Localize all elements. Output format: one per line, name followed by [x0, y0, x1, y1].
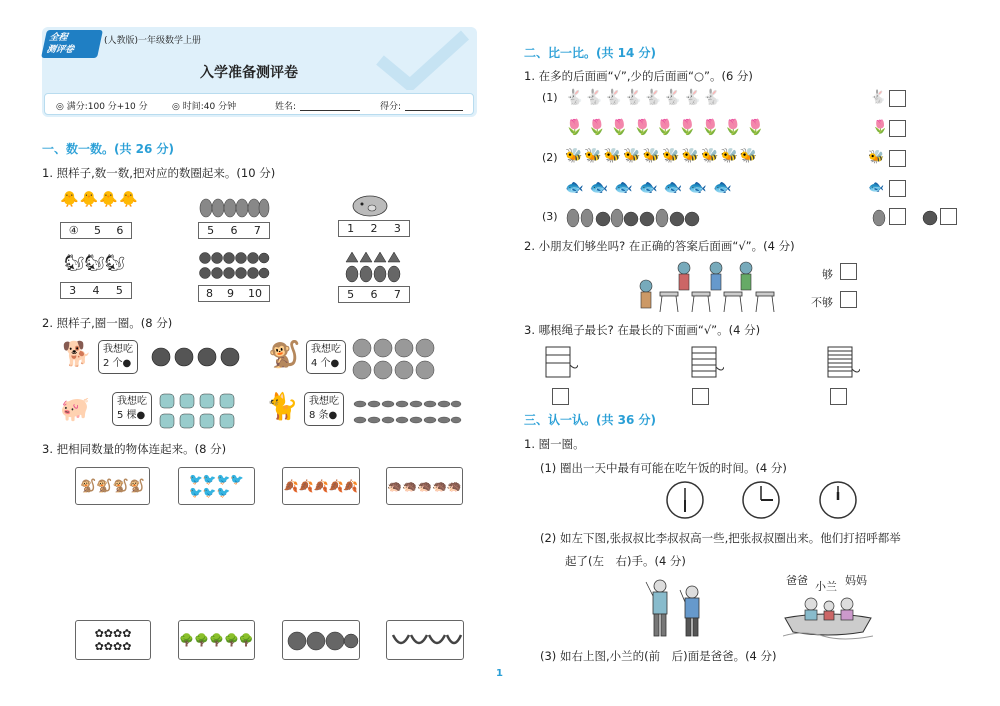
option-not-enough: 不够 [811, 296, 833, 309]
speech-bubble-3 [112, 392, 152, 426]
num-option[interactable]: 9 [227, 287, 234, 300]
num-option[interactable]: 5 [347, 288, 355, 301]
score-label: ◎ 满分:100 分+10 分 [56, 102, 148, 112]
cabbage-grid[interactable] [158, 392, 238, 432]
answer-box-1b[interactable] [889, 120, 906, 137]
count-choice-4[interactable] [60, 282, 132, 299]
bubble-line: 我想吃 [311, 344, 341, 355]
num-option[interactable]: 4 [92, 284, 100, 297]
clock-1[interactable] [665, 480, 705, 520]
apple-row[interactable] [150, 346, 242, 368]
row-label-3: (3) [542, 210, 558, 223]
logo-bottom: 测评卷 [45, 45, 75, 55]
bubble-line: 我想吃 [117, 396, 147, 407]
rope-spool-2 [684, 343, 724, 383]
apples-picture [198, 250, 270, 282]
answer-box-enough[interactable] [840, 263, 857, 280]
label-xiaolan: 小兰 [815, 580, 837, 593]
row-label-1: (1) [542, 91, 558, 104]
bubble-line: 8 条● [309, 410, 338, 421]
match-box-hedgehogs[interactable]: 🦔🦔🦔🦔🦔 [386, 467, 463, 505]
bee-icon: 🐝 [868, 150, 885, 165]
s1-q1-text: 1. 照样子,数一数,把对应的数圈起来。(10 分) [42, 166, 276, 180]
strawberries-picture [344, 250, 406, 284]
rope-answer-box-2[interactable] [692, 388, 709, 405]
answer-box-not-enough[interactable] [840, 291, 857, 308]
two-men-picture[interactable] [640, 578, 720, 640]
count-choice-3[interactable] [338, 220, 410, 237]
bubble-line: 我想吃 [309, 396, 339, 407]
answer-box-2b[interactable] [889, 180, 906, 197]
num-option[interactable]: 8 [206, 287, 213, 300]
label-dad: 爸爸 [786, 574, 808, 587]
bubble-line: 4 个● [311, 358, 340, 369]
pears-apples-row [565, 206, 700, 228]
name-label: 姓名: [275, 102, 297, 112]
match-box-monkeys[interactable]: 🐒🐒🐒🐒 [75, 467, 150, 505]
s3-q1-part3: (3) 如右上图,小兰的(前 后)面是爸爸。(4 分) [540, 649, 777, 663]
num-option[interactable]: 7 [393, 288, 401, 301]
pear-icon [872, 207, 886, 227]
bubble-line: 5 棵● [117, 410, 146, 421]
boat-family-picture[interactable] [783, 590, 873, 640]
count-choice-2[interactable] [198, 222, 270, 239]
pig-icon: 🐖 [60, 395, 90, 423]
rope-spool-1 [538, 343, 578, 383]
pears-picture [198, 190, 270, 218]
answer-box-2a[interactable] [889, 150, 906, 167]
count-choice-6[interactable] [338, 286, 410, 303]
s3-q1-text: 1. 圈一圈。 [524, 437, 585, 451]
num-option[interactable]: 1 [347, 222, 355, 235]
num-option[interactable]: 2 [370, 222, 378, 235]
match-box-birds[interactable]: 🐦🐦🐦🐦 🐦🐦🐦 [178, 467, 255, 505]
clock-2[interactable] [741, 480, 781, 520]
count-choice-1[interactable] [60, 222, 132, 239]
num-option[interactable]: 3 [393, 222, 401, 235]
num-option[interactable]: 6 [230, 224, 238, 237]
answer-box-3a[interactable] [889, 208, 906, 225]
num-option[interactable]: 5 [207, 224, 215, 237]
num-option[interactable]: 5 [93, 224, 101, 237]
pig-picture [350, 192, 390, 218]
count-choice-5[interactable] [198, 285, 270, 302]
kids-chairs-picture [636, 258, 786, 314]
page-number: 1 [496, 668, 503, 679]
match-box-trees[interactable]: 🌳🌳🌳🌳🌳 [178, 620, 255, 660]
subtitle: (人教版)一年级数学上册 [104, 36, 202, 46]
section1-title: 一、数一数。(共 26 分) [42, 142, 175, 156]
num-option[interactable]: 5 [115, 284, 123, 297]
num-option[interactable]: 6 [116, 224, 124, 237]
label-mom: 妈妈 [845, 574, 867, 587]
num-option[interactable]: ④ [68, 224, 79, 237]
num-option[interactable]: 3 [69, 284, 77, 297]
s1-q3-text: 3. 把相同数量的物体连起来。(8 分) [42, 442, 227, 456]
s3-q1-part1: (1) 圈出一天中最有可能在吃午饭的时间。(4 分) [540, 461, 787, 475]
option-enough: 够 [822, 268, 833, 281]
match-box-bananas[interactable] [386, 620, 464, 660]
s2-q2-text: 2. 小朋友们够坐吗? 在正确的答案后面画“√”。(4 分) [524, 239, 795, 253]
rabbit-icon: 🐇 [870, 90, 887, 105]
rabbits-row: 🐇🐇🐇🐇🐇🐇🐇🐇 [565, 88, 723, 106]
clock-3[interactable] [818, 480, 858, 520]
num-option[interactable]: 6 [370, 288, 378, 301]
peach-grid[interactable] [352, 338, 442, 382]
logo-top: 全程 [48, 33, 69, 43]
row-label-2: (2) [542, 151, 558, 164]
s2-q1-text: 1. 在多的后面画“√”,少的后面画“○”。(6 分) [524, 69, 753, 83]
speech-bubble-4 [304, 392, 344, 426]
match-box-leaves[interactable]: 🍂🍂🍂🍂🍂 [282, 467, 360, 505]
grade-field[interactable] [405, 110, 463, 111]
logo [41, 30, 103, 58]
dog-icon: 🐕 [62, 340, 92, 368]
name-field[interactable] [300, 110, 360, 111]
rope-spool-3 [820, 343, 860, 383]
fish-icon: 🐟 [868, 180, 885, 195]
match-box-flowers[interactable]: ✿✿✿✿ ✿✿✿✿ [75, 620, 151, 660]
rope-answer-box-3[interactable] [830, 388, 847, 405]
s3-q1-part2-line2: 起了(左 右)手。(4 分) [565, 554, 686, 568]
speech-bubble-1 [98, 340, 138, 374]
squirrels-picture: 🐿🐿🐿 [64, 253, 125, 272]
speech-bubble-2 [306, 340, 346, 374]
time-label: ◎ 时间:40 分钟 [172, 102, 237, 112]
ducks-picture: 🐥🐥🐥🐥 [60, 190, 139, 208]
bubble-line: 2 个● [103, 358, 132, 369]
bubble-line: 我想吃 [103, 344, 133, 355]
bees-row: 🐝🐝🐝🐝🐝🐝🐝🐝🐝🐝 [565, 148, 760, 164]
grade-label: 得分: [380, 102, 402, 112]
apple-icon [922, 208, 938, 226]
answer-box-3b[interactable] [940, 208, 957, 225]
num-option[interactable]: 10 [248, 287, 262, 300]
rope-answer-box-1[interactable] [552, 388, 569, 405]
section3-title: 三、认一认。(共 36 分) [524, 413, 657, 427]
match-box-apples[interactable] [282, 620, 360, 660]
fish-row: 🐟🐟🐟🐟🐟🐟🐟 [565, 178, 738, 196]
flower-icon: 🌷 [872, 120, 889, 135]
fish-grid[interactable] [352, 398, 462, 428]
answer-box-1a[interactable] [889, 90, 906, 107]
section2-title: 二、比一比。(共 14 分) [524, 46, 657, 60]
page-title: 入学准备测评卷 [200, 65, 298, 81]
s3-q1-part2-line1: (2) 如左下图,张叔叔比李叔叔高一些,把张叔叔圈出来。他们打招呼都举 [540, 531, 901, 545]
checkmark-watermark-icon [370, 30, 470, 90]
flowers-row: 🌷🌷🌷🌷🌷🌷🌷🌷🌷 [565, 118, 770, 136]
monkey-icon: 🐒 [268, 340, 301, 370]
cat-icon: 🐈 [266, 392, 299, 422]
s1-q2-text: 2. 照样子,圈一圈。(8 分) [42, 316, 173, 330]
num-option[interactable]: 7 [253, 224, 261, 237]
s2-q3-text: 3. 哪根绳子最长? 在最长的下面画“√”。(4 分) [524, 323, 761, 337]
